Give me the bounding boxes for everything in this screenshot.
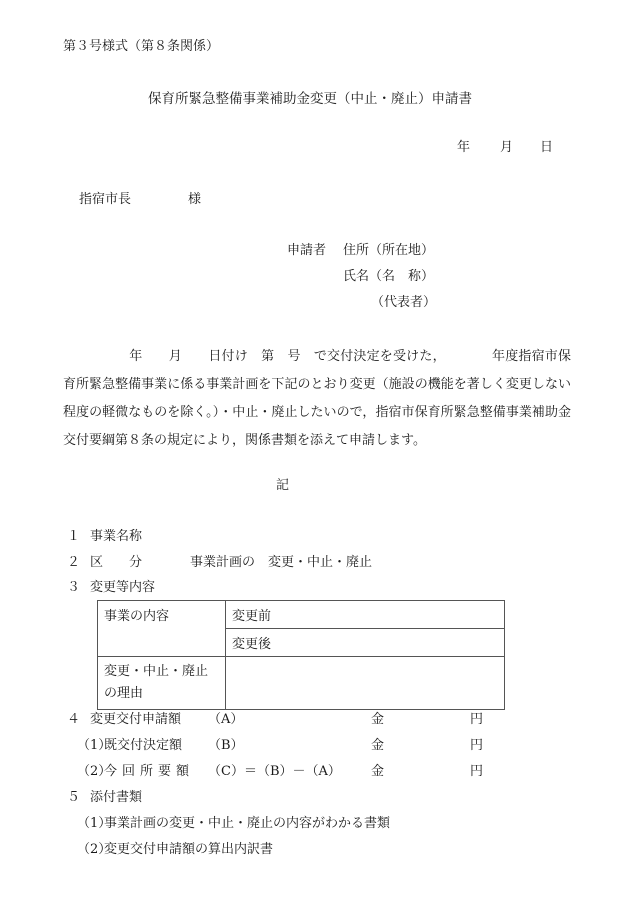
date-year: 年: [457, 140, 471, 155]
body-text-line1: 年 月 日付け 第 号 で交付決定を受けた， 年度指: [129, 349, 532, 364]
after-label: 変更後: [232, 637, 272, 652]
item-4-kin: 金: [371, 712, 385, 727]
item-5-2-number: （2）: [77, 842, 112, 857]
content-label-cell: [98, 601, 226, 657]
item-4-1-label: 既交付決定額: [104, 738, 183, 753]
item-4-label: 変更交付申請額: [90, 712, 182, 727]
item-4-2-kin: 金: [371, 764, 385, 779]
item-3-number: ３: [67, 580, 81, 595]
item-5-1-label: 事業計画の変更・中止・廃止の内容がわかる書類: [104, 816, 391, 831]
after-cell: [226, 629, 505, 657]
item-2-label: 区 分: [90, 555, 143, 570]
item-1-number: １: [67, 529, 81, 544]
item-5-number: ５: [67, 790, 81, 805]
item-4-yen: 円: [470, 712, 484, 727]
date-month: 月: [500, 140, 514, 155]
document-title: 保育所緊急整備事業補助金変更（中止・廃止）申請書: [148, 91, 472, 107]
ki-heading: 記: [276, 478, 290, 493]
item-2-number: ２: [67, 555, 81, 570]
applicant-name: 氏名（名 称）: [343, 269, 435, 284]
applicant-label: 申請者: [287, 243, 327, 258]
item-4-2-yen: 円: [470, 764, 484, 779]
item-1-label: 事業名称: [90, 529, 143, 544]
item-4-1-yen: 円: [470, 738, 484, 753]
reason-label-cell: [98, 657, 226, 710]
date-day: 日: [540, 140, 554, 155]
change-content-table: [97, 600, 505, 710]
item-4-number: ４: [67, 712, 81, 727]
item-4-1-kin: 金: [371, 738, 385, 753]
body-paragraph: [63, 343, 571, 455]
form-number: 第３号様式（第８条関係）: [63, 39, 220, 54]
item-5-2-label: 変更交付申請額の算出内訳書: [104, 842, 274, 857]
item-3-label: 変更等内容: [90, 580, 156, 595]
item-5-label: 添付書類: [90, 790, 143, 805]
reason-label-line1: 変更・中止・廃止: [104, 664, 209, 679]
reason-value-cell: [226, 657, 505, 710]
content-label: 事業の内容: [104, 609, 170, 624]
item-4-2-code: （C）＝（B）－（A）: [208, 764, 341, 779]
item-4-1-number: （1）: [77, 738, 112, 753]
item-4-2-label: 今回所要額: [104, 764, 195, 779]
before-cell: [226, 601, 505, 629]
addressee-name: 指宿市長: [79, 192, 132, 207]
body-text-rest: 宿市保育所緊急整備事業に係る事業計画を下記のとおり変更（施設の機能を著しく変更しない程度の軽微なものを除く。）・中止・廃止したいので，指宿市保育所緊急整備事業補助金交付要綱第８条の規定により，関係書類を添えて申請します。: [63, 349, 571, 448]
reason-label-line2: の理由: [104, 686, 144, 701]
applicant-representative: （代表者）: [371, 295, 437, 310]
applicant-address: 住所（所在地）: [343, 243, 435, 258]
before-label: 変更前: [232, 609, 272, 624]
item-5-1-number: （1）: [77, 816, 112, 831]
addressee-honorific: 様: [188, 192, 202, 207]
item-4-1-code: （B）: [208, 738, 244, 753]
item-2-value: 事業計画の 変更・中止・廃止: [190, 555, 373, 570]
item-4-code: （A）: [208, 712, 244, 727]
item-4-2-number: （2）: [77, 764, 112, 779]
